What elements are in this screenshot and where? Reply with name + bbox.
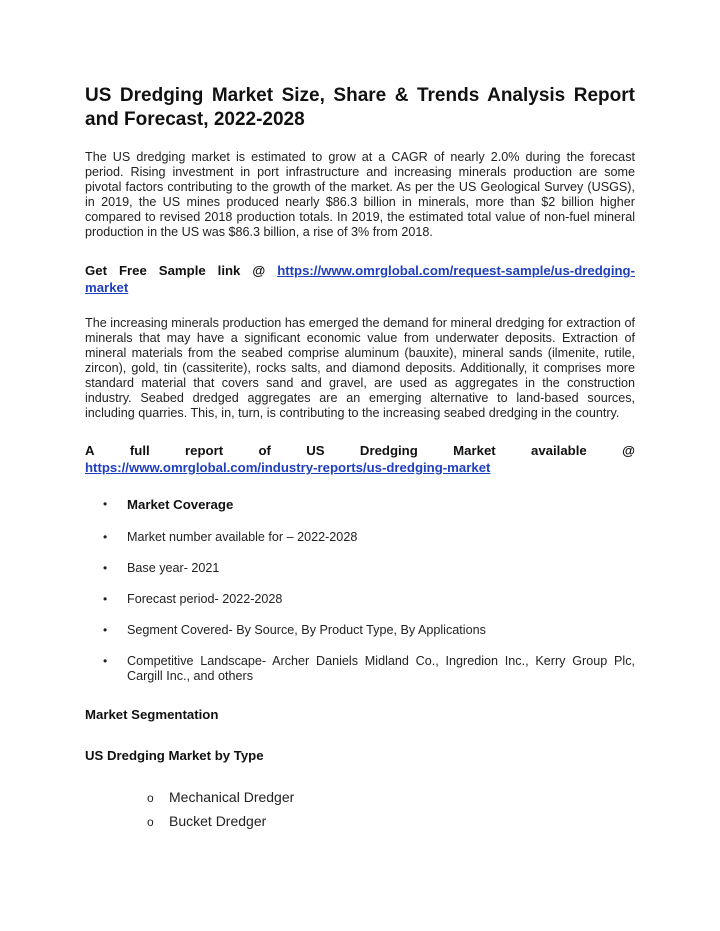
coverage-item-label: Base year- 2021	[127, 561, 220, 575]
type-item-label: Bucket Dredger	[169, 813, 267, 829]
bullet-icon: •	[103, 623, 108, 637]
type-item-label: Mechanical Dredger	[169, 789, 295, 805]
full-report-link[interactable]: https://www.omrglobal.com/industry-reports/us-dredging-market	[85, 460, 491, 475]
intro-paragraph: The US dredging market is estimated to grow at a CAGR of nearly 2.0% during the forecast period. Rising investment in port infrastructure and increasing minerals production are some pivotal factors contributing to the growth of the market. As per the US Geological Survey (USGS), in 2019, the US mines produced nearly $86.3 billion in minerals, more than $2 billion higher compared to revised 2018 production totals. In 2019, the estimated total value of non-fuel mineral production in the US was $86.3 billion, a rise of 3% from 2018.	[85, 150, 635, 239]
coverage-item-label: Market Coverage	[127, 497, 234, 512]
full-report-word: A	[85, 443, 95, 458]
full-report-line	[85, 442, 635, 476]
coverage-item-label: Segment Covered- By Source, By Product Type, By Applications	[127, 623, 486, 637]
full-report-word: Market	[453, 443, 496, 458]
bullet-icon: •	[103, 592, 108, 606]
bullet-icon: •	[103, 530, 108, 544]
type-heading: US Dredging Market by Type	[85, 748, 264, 763]
coverage-item-label: Forecast period- 2022-2028	[127, 592, 283, 606]
coverage-item-label: Competitive Landscape- Archer Daniels Midland Co., Ingredion Inc., Kerry Group Plc, Cargill Inc., and others	[127, 654, 635, 683]
full-report-word: full	[129, 443, 150, 458]
report-title: US Dredging Market Size, Share & Trends Analysis Report and Forecast, 2022-2028	[85, 85, 635, 130]
full-report-label	[85, 442, 635, 459]
circle-bullet-icon: o	[147, 791, 154, 805]
sample-link[interactable]: https://www.omrglobal.com/request-sample/us-dredging-market	[85, 263, 635, 295]
full-report-word: @	[622, 443, 635, 458]
bullet-icon: •	[103, 654, 108, 668]
full-report-word: available	[531, 443, 587, 458]
free-sample-label: Get Free Sample link @	[85, 263, 278, 278]
bullet-icon: •	[103, 561, 108, 575]
full-report-word: of	[258, 443, 271, 458]
circle-bullet-icon: o	[147, 815, 154, 829]
type-item	[147, 813, 266, 829]
bullet-icon: •	[103, 497, 108, 511]
full-report-word: US	[306, 443, 325, 458]
minerals-paragraph: The increasing minerals production has emerged the demand for mineral dredging for extraction of minerals that may have a significant economic value from underwater deposits. Extraction of mineral materials from the seabed comprise aluminum (bauxite), mineral sands (ilmenite, rutile, zircon), gold, tin (cassiterite), rocks salts, and diamond deposits. Additionally, it comprises more standard material that covers sand and gravel, are used as aggregates in the construction industry. Seabed dredged aggregates are an emerging alternative to land-based sources, including quarries. This, in, turn, is contributing to the increasing seabed dredging in the country.	[85, 316, 635, 420]
free-sample-line	[85, 262, 635, 296]
full-report-word: report	[185, 443, 224, 458]
type-item	[147, 789, 294, 805]
segmentation-heading: Market Segmentation	[85, 707, 219, 722]
full-report-word: Dredging	[359, 443, 418, 458]
coverage-item-label: Market number available for – 2022-2028	[127, 530, 358, 544]
